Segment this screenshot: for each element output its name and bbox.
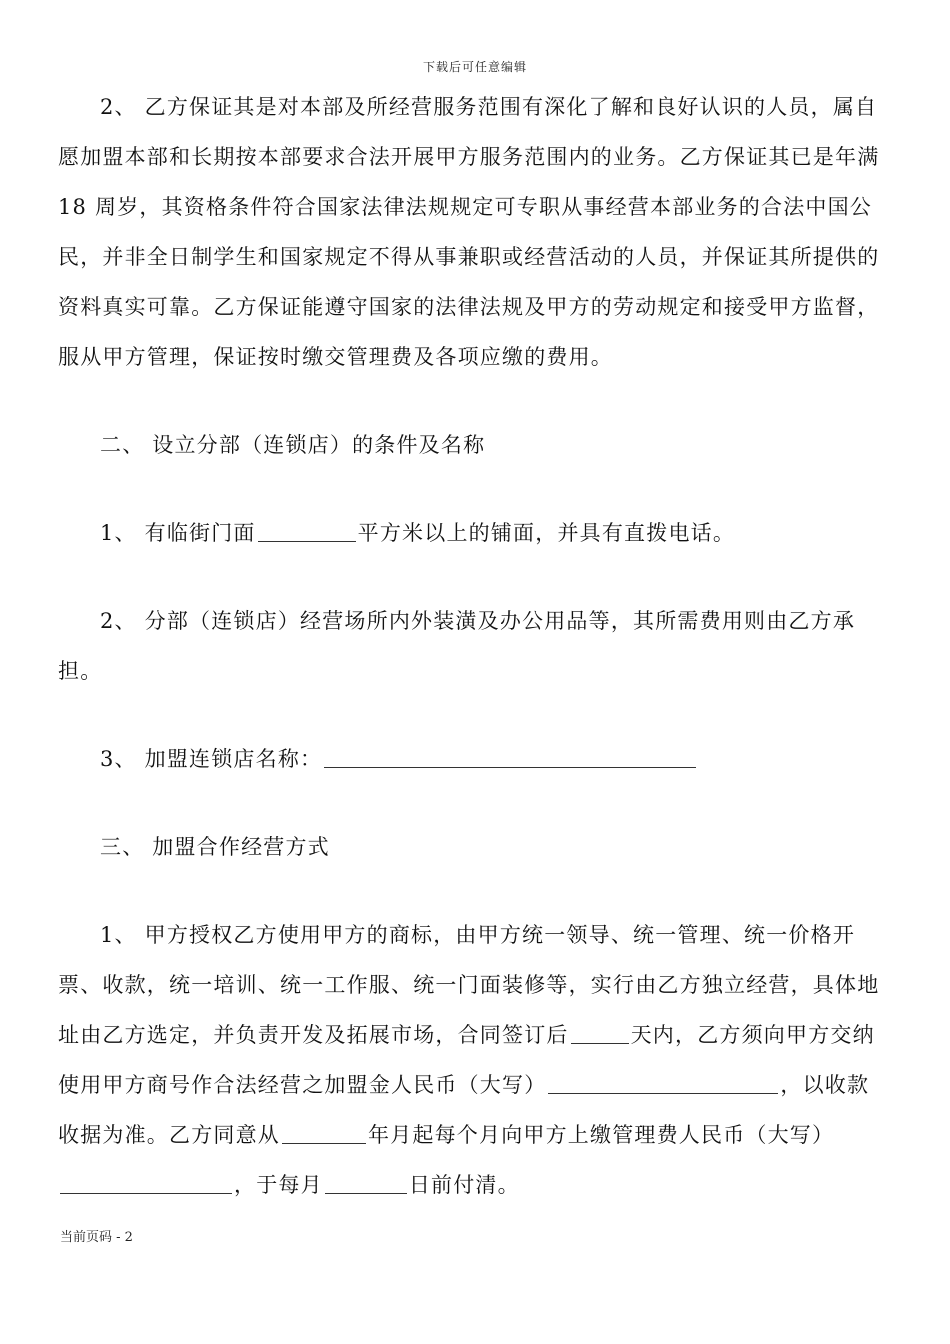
section-3-item-1 <box>58 910 888 1210</box>
s3-text-d: 年月起每个月向甲方上缴管理费人民币（大写） <box>368 1123 835 1147</box>
management-fee-blank <box>60 1171 232 1194</box>
item-3-text-a: 3、 加盟连锁店名称： <box>100 747 323 771</box>
item-1-text-b: 平方米以上的铺面，并具有直拨电话。 <box>357 521 736 545</box>
page-header: 下载后可任意编辑 <box>422 60 527 74</box>
section-2-item-2: 2、 分部（连锁店）经营场所内外装潢及办公用品等，其所需费用则由乙方承担。 <box>58 609 856 683</box>
s3-text-b: 天内，乙方须向甲方交纳使用甲方商号作合法经营之加盟金人民币（大写） <box>58 1023 875 1097</box>
section-2-heading: 二、 设立分部（连锁店）的条件及名称 <box>100 433 486 457</box>
page-number-footer: 当前页码 - 2 <box>60 1230 133 1245</box>
start-month-blank <box>282 1121 366 1144</box>
area-blank <box>258 519 356 542</box>
section-3-heading: 三、 加盟合作经营方式 <box>100 835 330 859</box>
document-body <box>58 82 888 1210</box>
s3-text-e: ，于每月 <box>234 1173 323 1197</box>
store-name-blank <box>324 745 696 768</box>
section-2-item-3 <box>58 734 888 784</box>
clause-2-paragraph: 2、 乙方保证其是对本部及所经营服务范围有深化了解和良好认识的人员，属自愿加盟本部和长期按本部要求合法开展甲方服务范围内的业务。乙方保证其已是年满 18 周岁，其资格条件符合国家法律法规规定可专职从事经营本部业务的合法中国公民，并非全日制学生和国家规定不得从事兼职或经营活动的人员，并保证其所提供的资料真实可靠。乙方保证能遵守国家的法律法规及甲方的劳动规定和接受甲方监督，服从甲方管理，保证按时缴交管理费及各项应缴的费用。 <box>58 95 880 369</box>
s3-text-f: 日前付清。 <box>408 1173 520 1197</box>
franchise-fee-blank <box>548 1071 778 1094</box>
s3-text-a: 1、 甲方授权乙方使用甲方的商标，由甲方统一领导、统一管理、统一价格开票、收款，统一培训、统一工作服、统一门面装修等，实行由乙方独立经营，具体地址由乙方选定，并负责开发及拓展市场，合同签订后 <box>58 923 880 1047</box>
section-2-item-1 <box>58 508 888 558</box>
s3-text-c: ，以收款收据为准。乙方同意从 <box>58 1073 870 1147</box>
days-blank <box>571 1021 629 1044</box>
pay-day-blank <box>325 1171 407 1194</box>
item-1-text-a: 1、 有临街门面 <box>100 521 256 545</box>
